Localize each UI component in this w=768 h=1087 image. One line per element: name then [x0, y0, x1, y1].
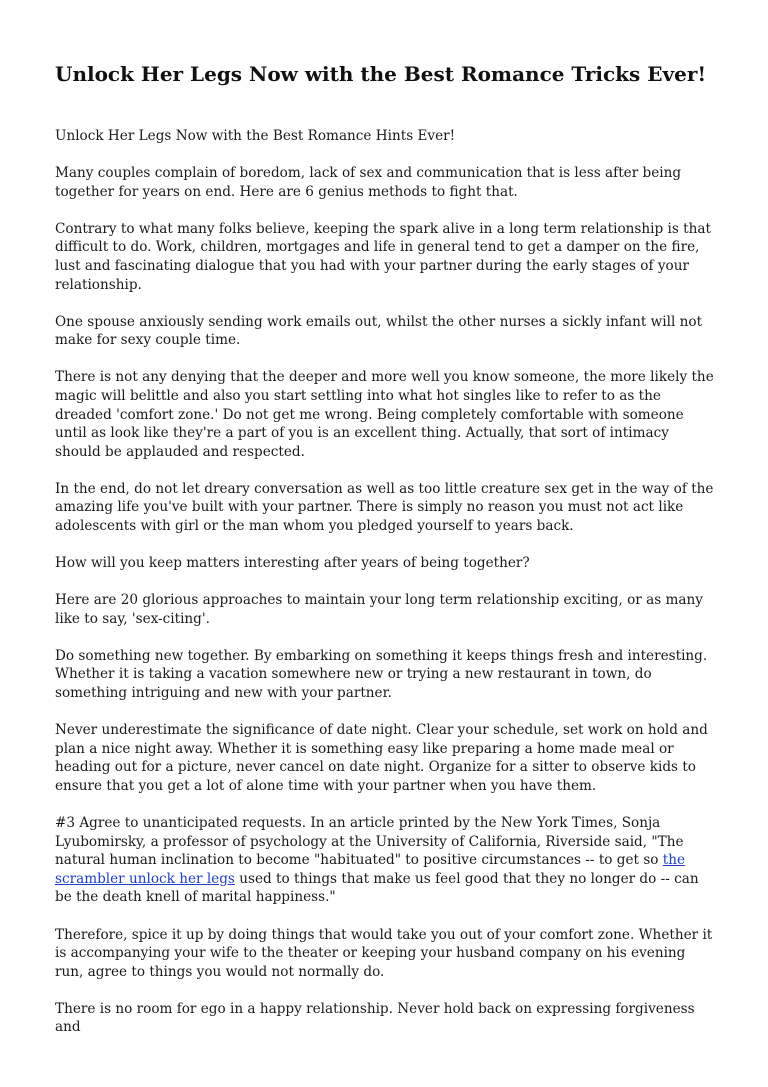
- paragraph: Therefore, spice it up by doing things that would take you out of your comfort zone. Whether it is accompanying your wife to the theater or keeping your husband company on his evening run, agree to things you would not normally do.: [55, 926, 713, 980]
- paragraph: There is no room for ego in a happy relationship. Never hold back on expressing forgiveness and: [55, 1000, 695, 1036]
- paragraph: Do something new together. By embarking on something it keeps things fresh and interesting. Whether it is taking a vacation somewhere new or trying a new restaurant in town, do something intriguing and new with your partner.: [55, 647, 708, 702]
- paragraph-with-link: [55, 814, 715, 907]
- document-page: [55, 60, 715, 1055]
- paragraph-text: #3 Agree to unanticipated requests. In an article printed by the New York Times, Sonja Lyubomirsky, a professor of psychology at the University of California, Riverside said, "The natural human inclination to become "habituated" to positive circumstances -- to get so: [55, 815, 684, 869]
- document-title: Unlock Her Legs Now with the Best Romance Tricks Ever!: [55, 62, 707, 86]
- paragraph: Many couples complain of boredom, lack of sex and communication that is less after being together for years on end. Here are 6 genius methods to fight that.: [55, 165, 682, 200]
- paragraph: There is not any denying that the deeper and more well you know someone, the more likely the magic will belittle and also you start settling into what hot singles like to refer to as the dreaded 'comfort zone.' Do not get me wrong. Being completely comfortable with someone until as look like they're a part of you is an excellent thing. Actually, that sort of intimacy should be applauded and respected.: [55, 369, 714, 460]
- paragraph: How will you keep matters interesting after years of being together?: [55, 555, 530, 572]
- paragraph-text: used to things that make us feel good that they no longer do -- can be the death knell of marital happiness.": [55, 870, 699, 906]
- scrambler-link[interactable]: the scrambler unlock her legs: [55, 852, 686, 887]
- paragraph: Never underestimate the significance of date night. Clear your schedule, set work on hold and plan a nice night away. Whether it is something easy like preparing a home made meal or heading out for a picture, never cancel on date night. Organize for a sitter to observe kids to ensure that you get a lot of alone time with your partner when you have them.: [55, 722, 708, 794]
- paragraph: In the end, do not let dreary conversation as well as too little creature sex get in the way of the amazing life you've built with your partner. There is simply no reason you must not act like adolescents with girl or the man whom you pledged yourself to years back.: [55, 480, 714, 534]
- paragraph: Unlock Her Legs Now with the Best Romance Hints Ever!: [55, 128, 456, 144]
- paragraph: Here are 20 glorious approaches to maintain your long term relationship exciting, or as many like to say, 'sex-citing'.: [55, 592, 703, 627]
- paragraph: One spouse anxiously sending work emails out, whilst the other nurses a sickly infant will not make for sexy couple time.: [55, 313, 703, 349]
- paragraph: Contrary to what many folks believe, keeping the spark alive in a long term relationship is that difficult to do. Work, children, mortgages and life in general tend to get a damper on the fire, lust and fascinating dialogue that you had with your partner during the early stages of your relationship.: [55, 220, 711, 293]
